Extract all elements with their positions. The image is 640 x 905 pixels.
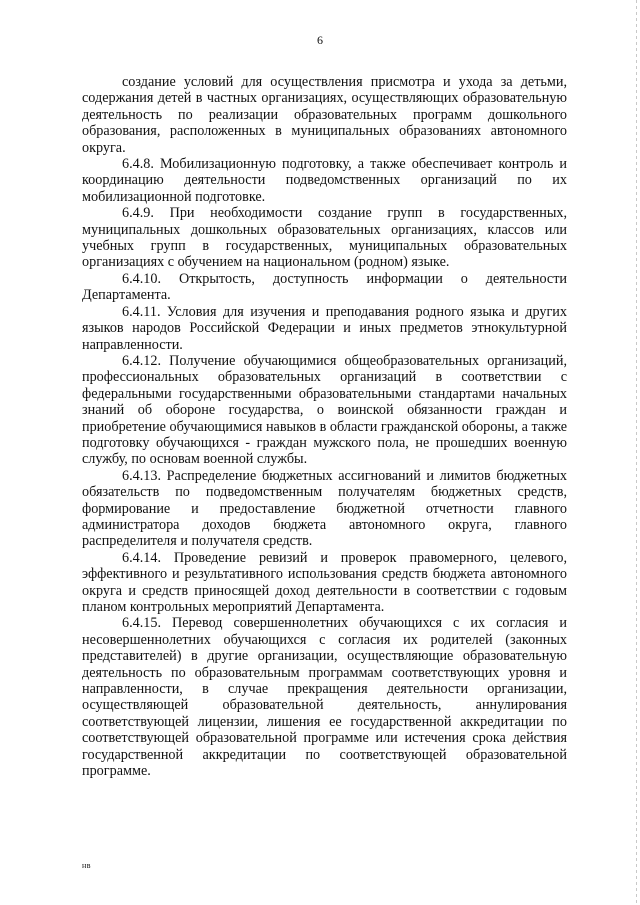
paragraph-continuation: создание условий для осуществления присмотра и ухода за детьми, содержания детей в частных организациях, осуществляющих образовательную деятельность по реализации образовательных программ дошкольного образования, расположенных в муниципальных образованиях автономного округа. — [82, 74, 567, 156]
paragraph-6-4-9: 6.4.9. При необходимости создание групп в государственных, муниципальных дошкольных образовательных организациях, классов или учебных групп в государственных, муниципальных образовательных организациях с обучением на национальном (родном) языке. — [82, 205, 567, 271]
paragraph-6-4-11: 6.4.11. Условия для изучения и преподавания родного языка и других языков народов Российской Федерации и иных предметов этнокультурной направленности. — [82, 303, 567, 353]
paragraph-6-4-15: 6.4.15. Перевод совершеннолетних обучающихся с их согласия и несовершеннолетних обучающихся с согласия их родителей (законных представителей) в другие организации, осуществляющие образовательную деятельность по образовательным программам соответствующих уровня и направленности, в случае прекращения деятельности организации, осуществляющей образовательной деятельность, аннулирования соответствующей лицензии, лишения ее государственной аккредитации по соответствующей образовательной программе или истечения срока действия государственной аккредитации по соответствующей образовательной программе. — [82, 615, 567, 780]
paragraph-6-4-12: 6.4.12. Получение обучающимися общеобразовательных организаций, профессиональных образовательных организаций в соответствии с федеральными государственными образовательными стандартами начальных знаний об обороне государства, о воинской обязанности граждан и приобретение обучающимися навыков в области гражданской обороны, а также подготовку обучающихся - граждан мужского пола, не прошедших военную службу, по основам военной службы. — [82, 352, 567, 468]
paragraph-6-4-14: 6.4.14. Проведение ревизий и проверок правомерного, целевого, эффективного и результативного использования средств бюджета автономного округа и средств приносящей доход деятельности в соответствии с годовым планом контрольных мероприятий Департамента. — [82, 549, 567, 615]
paragraph-6-4-10: 6.4.10. Открытость, доступность информации о деятельности Департамента. — [82, 270, 567, 304]
footer-initials: нв — [82, 861, 92, 870]
page-edge-line — [636, 0, 637, 905]
document-body — [82, 74, 567, 779]
paragraph-6-4-8: 6.4.8. Мобилизационную подготовку, а также обеспечивает контроль и координацию деятельности подведомственных организаций по их мобилизационной подготовке. — [82, 156, 567, 205]
page-number: 6 — [317, 33, 323, 47]
paragraph-6-4-13: 6.4.13. Распределение бюджетных ассигнований и лимитов бюджетных обязательств по подведомственным получателям бюджетных средств, формирование и предоставление бюджетной отчетности главного администратора доходов бюджета автономного округа, главного распределителя и получателя средств. — [82, 467, 567, 550]
